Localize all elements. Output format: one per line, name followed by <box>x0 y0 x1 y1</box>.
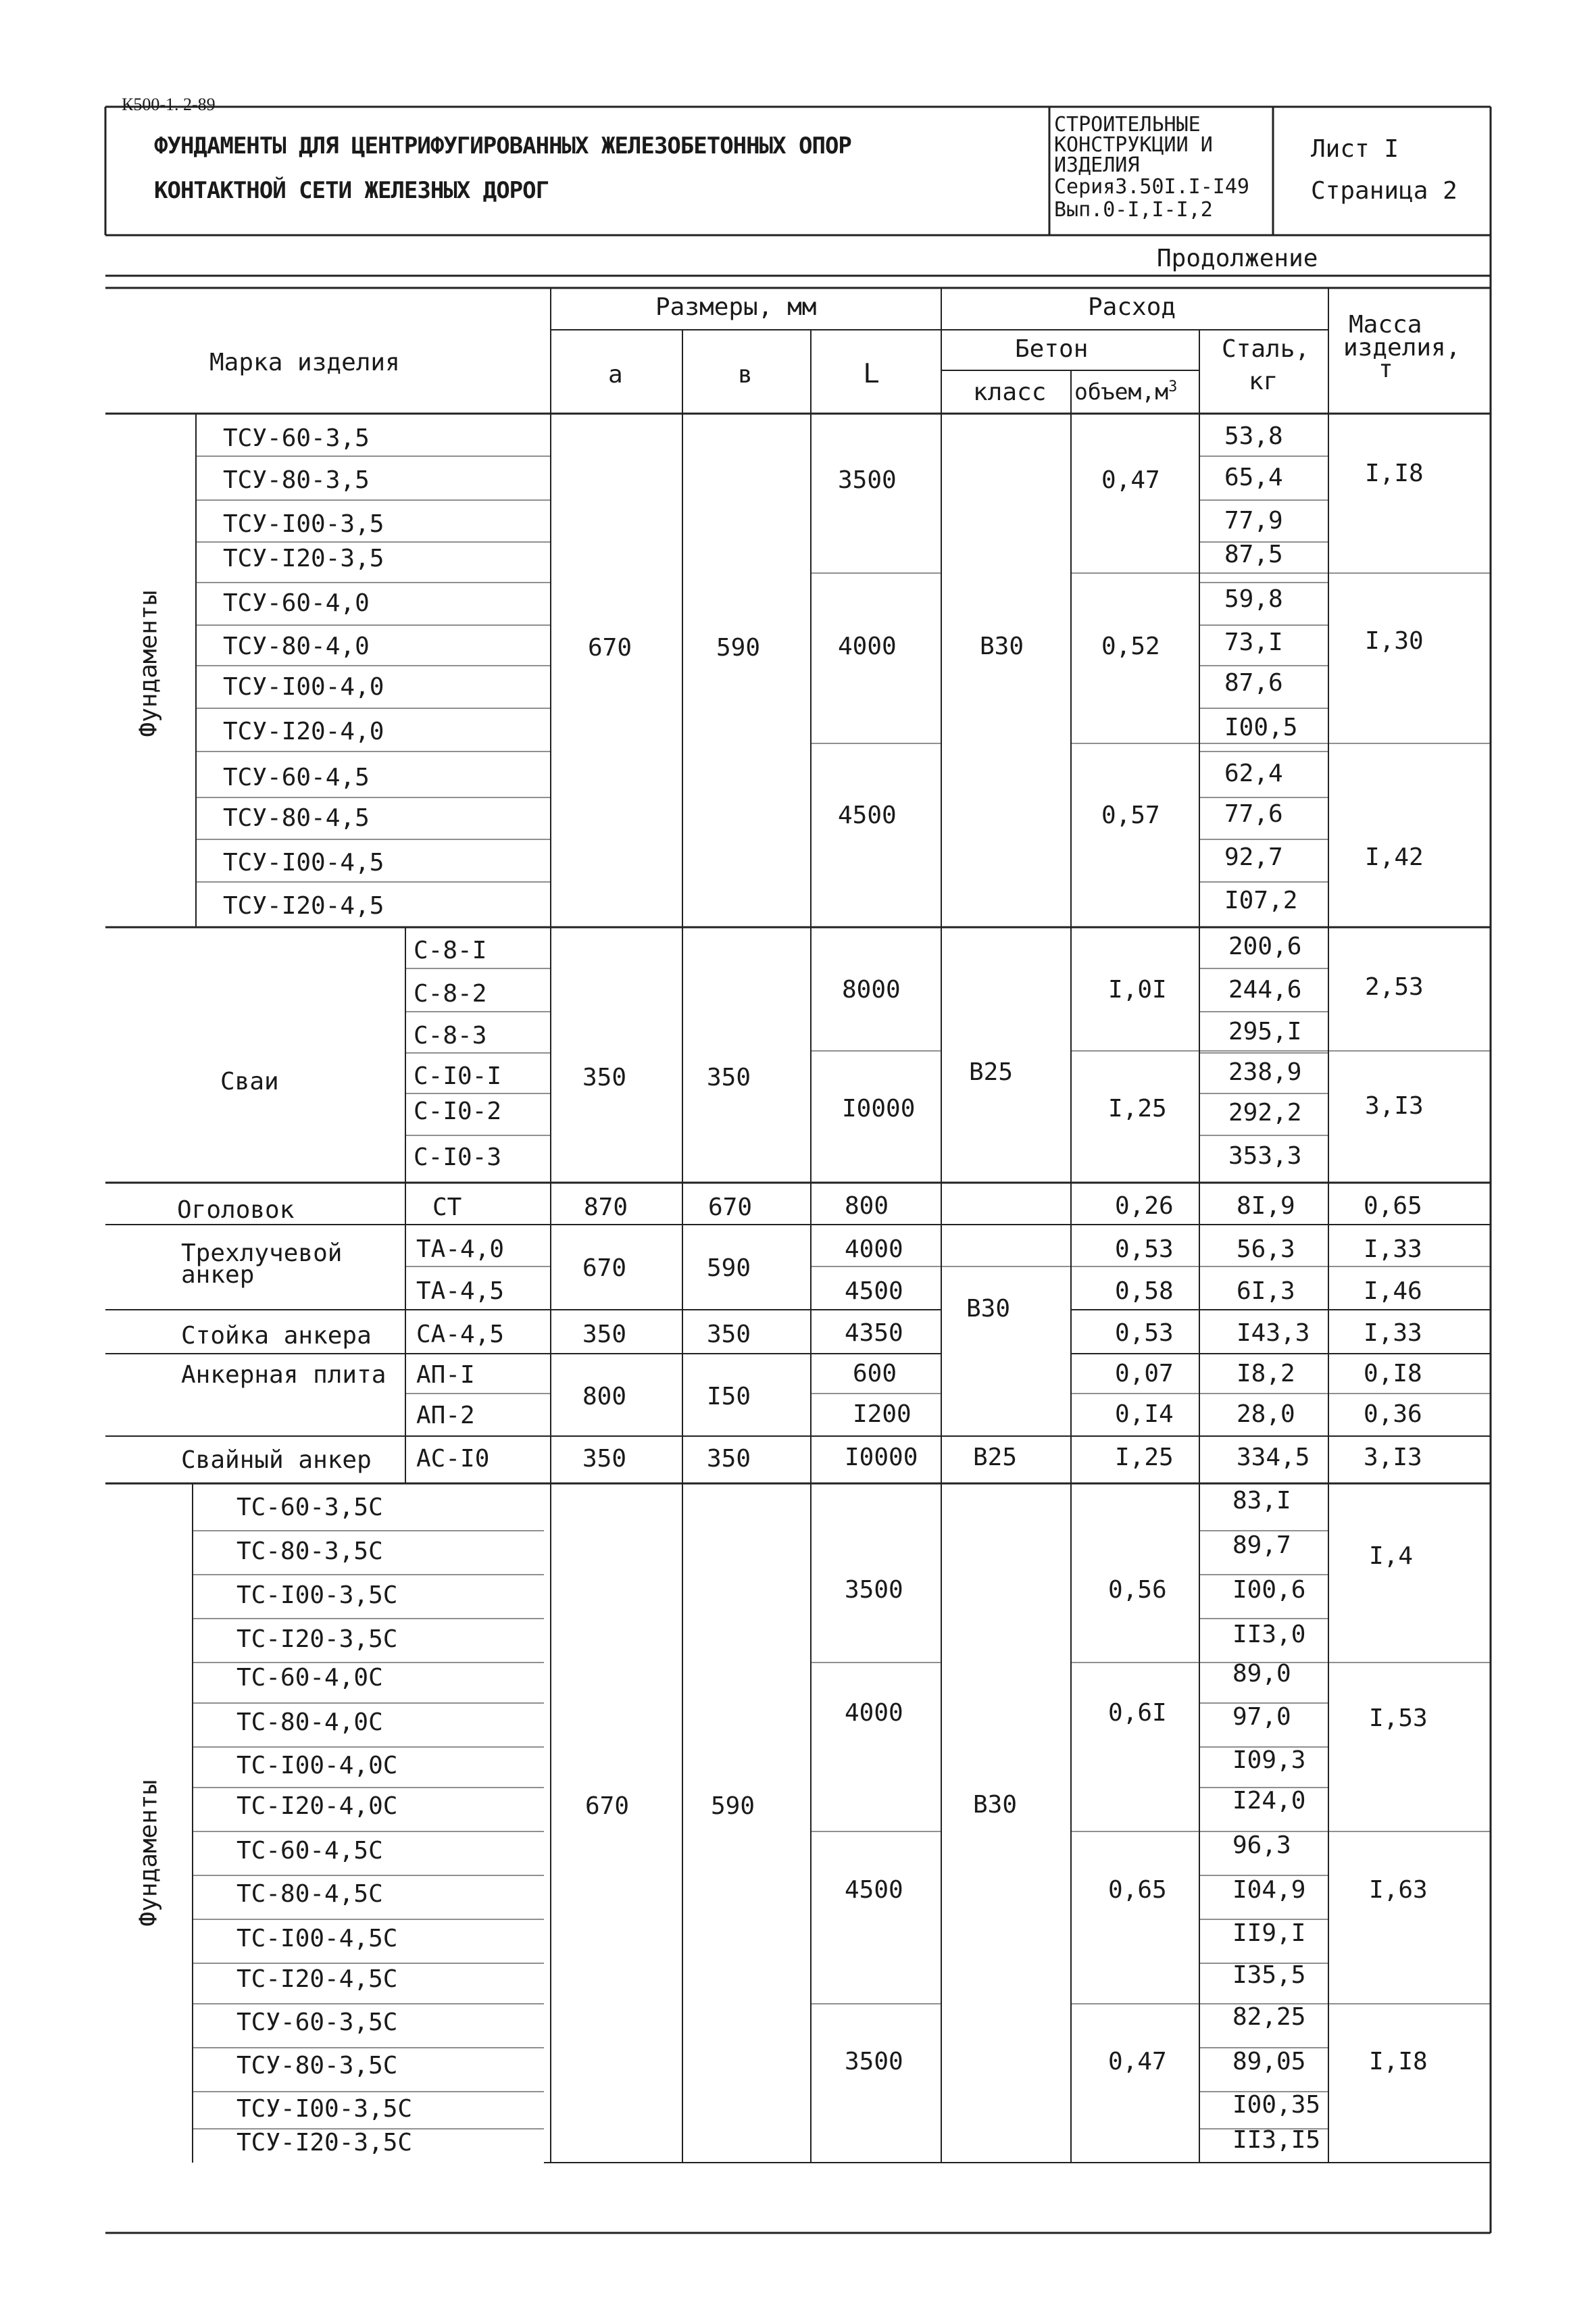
s3-volume-7: I,25 <box>1115 1444 1174 1471</box>
header-volume: $объем,м^3$ <box>1074 378 1178 405</box>
s1-L-1: 3500 <box>838 466 897 494</box>
header-steel-unit: кг <box>1249 368 1278 395</box>
s4-steel-12: I35,5 <box>1232 1961 1306 1989</box>
s3-mass-5: 0,I8 <box>1364 1360 1422 1387</box>
s3-mark-1: СТ <box>432 1193 462 1221</box>
s2-mark-5: С-I0-2 <box>414 1098 502 1125</box>
s2-L-2: I0000 <box>842 1095 916 1123</box>
s2-steel-5: 292,2 <box>1228 1099 1302 1127</box>
s1-mark-6: ТСУ-80-4,0 <box>223 633 370 660</box>
s4-mark-15: ТСУ-I00-3,5С <box>236 2095 413 2123</box>
s4-steel-8: I24,0 <box>1232 1787 1306 1815</box>
s3-L-3: 4500 <box>845 1277 903 1305</box>
s3-mass-3: I,46 <box>1364 1277 1422 1305</box>
title-line-2: КОНТАКТНОЙ СЕТИ ЖЕЛЕЗНЫХ ДОРОГ <box>154 177 549 204</box>
s1-mark-3: ТСУ-I00-3,5 <box>223 510 384 538</box>
s3-L-7: I0000 <box>845 1444 918 1471</box>
header-class: класс <box>973 378 1047 406</box>
s1-steel-1: 53,8 <box>1224 422 1283 450</box>
s3-name-head: Оголовок <box>177 1196 295 1224</box>
s3-plate-b: I50 <box>707 1383 751 1410</box>
s1-steel-6: 73,I <box>1224 629 1283 656</box>
s1-mass-2: I,30 <box>1365 627 1424 655</box>
s4-a: 670 <box>585 1792 630 1820</box>
s4-mark-14: ТСУ-80-3,5С <box>236 2052 398 2079</box>
s4-mass-1: I,4 <box>1369 1542 1414 1570</box>
s4-mark-13: ТСУ-60-3,5С <box>236 2009 398 2036</box>
s1-steel-12: I07,2 <box>1224 887 1298 914</box>
s1-mark-10: ТСУ-80-4,5 <box>223 804 370 832</box>
s3-steel-5: I8,2 <box>1237 1360 1295 1387</box>
sheet-number: Лист I <box>1311 135 1399 163</box>
s4-mark-4: ТС-I20-3,5С <box>236 1625 398 1653</box>
s3-b-1: 670 <box>708 1193 753 1221</box>
header-L: L <box>864 357 880 389</box>
header-b: в <box>738 361 753 389</box>
s3-volume-2: 0,53 <box>1115 1235 1174 1263</box>
s2-mass-2: 3,I3 <box>1365 1092 1424 1120</box>
s3-mark-5: АП-I <box>416 1361 475 1389</box>
s3-name-pile-anchor: Свайный анкер <box>181 1446 372 1474</box>
s4-mark-16: ТСУ-I20-3,5С <box>236 2129 413 2157</box>
s4-steel-3: I00,6 <box>1232 1576 1306 1604</box>
s3-anchor-name-2: анкер <box>181 1261 255 1289</box>
s3-anchor-a: 670 <box>582 1254 627 1282</box>
s3-mass-1: 0,65 <box>1364 1192 1422 1220</box>
s1-b: 590 <box>716 634 761 662</box>
s3-b-4: 350 <box>707 1321 751 1348</box>
header-steel: Сталь, <box>1222 335 1310 363</box>
s3-volume-3: 0,58 <box>1115 1277 1174 1305</box>
s2-mark-6: С-I0-3 <box>414 1143 502 1171</box>
s1-class: В30 <box>980 633 1024 660</box>
header-a: а <box>608 361 623 389</box>
s3-mark-6: АП-2 <box>416 1402 475 1429</box>
s1-mark-11: ТСУ-I00-4,5 <box>223 849 384 877</box>
s4-steel-10: I04,9 <box>1232 1876 1306 1904</box>
s1-steel-8: I00,5 <box>1224 714 1298 741</box>
s3-steel-1: 8I,9 <box>1237 1192 1295 1220</box>
s4-steel-16: II3,I5 <box>1232 2126 1321 2154</box>
s2-b: 350 <box>707 1064 751 1091</box>
s1-mark-12: ТСУ-I20-4,5 <box>223 892 384 920</box>
s3-class-7: В25 <box>973 1444 1018 1471</box>
s1-a: 670 <box>588 634 632 662</box>
s3-mass-4: I,33 <box>1364 1319 1422 1347</box>
s4-mark-12: ТС-I20-4,5С <box>236 1965 398 1993</box>
s4-steel-6: 97,0 <box>1232 1703 1291 1731</box>
s3-L-6: I200 <box>853 1400 912 1428</box>
group-label-foundations-1: Фундаменты <box>134 590 163 737</box>
s2-L-1: 8000 <box>842 976 901 1004</box>
s4-mark-8: ТС-I20-4,0С <box>236 1792 398 1820</box>
s3-mark-7: АС-I0 <box>416 1445 490 1473</box>
s2-volume-2: I,25 <box>1108 1095 1167 1123</box>
s3-anchor-b: 590 <box>707 1254 751 1282</box>
s4-volume-1: 0,56 <box>1108 1576 1167 1604</box>
s3-L-1: 800 <box>845 1192 889 1220</box>
series-box-line-2: КОНСТРУКЦИИ И <box>1054 133 1213 157</box>
s3-a-4: 350 <box>582 1321 627 1348</box>
s3-steel-3: 6I,3 <box>1237 1277 1295 1305</box>
s2-steel-3: 295,I <box>1228 1018 1302 1045</box>
s3-steel-7: 334,5 <box>1237 1444 1310 1471</box>
s4-steel-1: 83,I <box>1232 1487 1291 1515</box>
s1-L-3: 4500 <box>838 802 897 829</box>
s3-mark-4: СА-4,5 <box>416 1321 505 1348</box>
s4-mark-11: ТС-I00-4,5С <box>236 1925 398 1952</box>
s4-mark-3: ТС-I00-3,5С <box>236 1581 398 1609</box>
s1-steel-3: 77,9 <box>1224 507 1283 535</box>
s3-steel-4: I43,3 <box>1237 1319 1310 1347</box>
document-code: К500-1. 2-89 <box>122 95 216 114</box>
s1-mark-9: ТСУ-60-4,5 <box>223 764 370 791</box>
s2-a: 350 <box>582 1064 627 1091</box>
s3-L-4: 4350 <box>845 1319 903 1347</box>
s3-steel-2: 56,3 <box>1237 1235 1295 1263</box>
s4-mark-6: ТС-80-4,0С <box>236 1708 383 1736</box>
s3-L-5: 600 <box>853 1360 897 1387</box>
s3-volume-4: 0,53 <box>1115 1319 1174 1347</box>
s1-mark-8: ТСУ-I20-4,0 <box>223 718 384 745</box>
s3-b-7: 350 <box>707 1445 751 1473</box>
s3-anchor-name-1: Трехлучевой <box>181 1239 343 1267</box>
s4-steel-13: 82,25 <box>1232 2003 1306 2031</box>
s2-mass-1: 2,53 <box>1365 973 1424 1001</box>
s1-steel-4: 87,5 <box>1224 541 1283 568</box>
s1-volume-2: 0,52 <box>1101 633 1160 660</box>
s4-steel-2: 89,7 <box>1232 1531 1291 1559</box>
s2-mark-3: С-8-3 <box>414 1022 487 1050</box>
header-mark: Марка изделия <box>209 349 400 376</box>
s1-mass-3: I,42 <box>1365 843 1424 871</box>
s1-mark-1: ТСУ-60-3,5 <box>223 424 370 452</box>
s2-mark-2: С-8-2 <box>414 980 487 1008</box>
s4-volume-4: 0,47 <box>1108 2048 1167 2075</box>
s2-steel-1: 200,6 <box>1228 933 1302 960</box>
s4-volume-2: 0,6I <box>1108 1699 1167 1727</box>
s4-L-3: 4500 <box>845 1876 903 1904</box>
s2-mark-4: С-I0-I <box>414 1062 502 1090</box>
s3-mass-2: I,33 <box>1364 1235 1422 1263</box>
header-consumption: Расход <box>1088 293 1176 321</box>
s4-L-4: 3500 <box>845 2048 903 2075</box>
s1-steel-7: 87,6 <box>1224 669 1283 697</box>
s1-steel-11: 92,7 <box>1224 843 1283 871</box>
s3-mark-2: ТА-4,0 <box>416 1235 505 1263</box>
s1-volume-3: 0,57 <box>1101 802 1160 829</box>
s1-mark-2: ТСУ-80-3,5 <box>223 466 370 494</box>
s3-volume-6: 0,I4 <box>1115 1400 1174 1428</box>
series-box-line-5: Вып.0-I,I-I,2 <box>1054 198 1213 222</box>
page-number: Страница 2 <box>1311 177 1457 205</box>
s4-steel-14: 89,05 <box>1232 2048 1306 2075</box>
s1-mark-7: ТСУ-I00-4,0 <box>223 673 384 701</box>
s4-mark-1: ТС-60-3,5С <box>236 1494 383 1521</box>
s3-class: В30 <box>966 1295 1011 1323</box>
s1-L-2: 4000 <box>838 633 897 660</box>
s2-class: В25 <box>969 1058 1014 1086</box>
s3-volume-5: 0,07 <box>1115 1360 1174 1387</box>
s2-steel-2: 244,6 <box>1228 976 1302 1004</box>
s1-mass-1: I,I8 <box>1365 460 1424 487</box>
group-label-piles: Сваи <box>220 1068 279 1096</box>
s1-mark-5: ТСУ-60-4,0 <box>223 589 370 617</box>
s4-b: 590 <box>711 1792 755 1820</box>
s3-L-2: 4000 <box>845 1235 903 1263</box>
s4-volume-3: 0,65 <box>1108 1876 1167 1904</box>
s2-steel-4: 238,9 <box>1228 1058 1302 1086</box>
s4-steel-4: II3,0 <box>1232 1621 1306 1648</box>
s4-mark-2: ТС-80-3,5С <box>236 1537 383 1565</box>
s4-steel-9: 96,3 <box>1232 1831 1291 1859</box>
series-box-line-1: СТРОИТЕЛЬНЫЕ <box>1054 113 1201 137</box>
s1-steel-10: 77,6 <box>1224 800 1283 828</box>
header-mass: Масса <box>1349 311 1422 339</box>
s1-mark-4: ТСУ-I20-3,5 <box>223 545 384 572</box>
s4-mass-4: I,I8 <box>1369 2048 1428 2075</box>
s4-mark-5: ТС-60-4,0С <box>236 1664 383 1692</box>
s2-mark-1: С-8-I <box>414 937 487 964</box>
series-box-line-3: ИЗДЕЛИЯ <box>1054 153 1140 177</box>
s3-mark-3: ТА-4,5 <box>416 1277 505 1305</box>
s4-class: В30 <box>973 1791 1018 1819</box>
s4-steel-11: II9,I <box>1232 1919 1306 1947</box>
s3-a-1: 870 <box>584 1193 628 1221</box>
s3-mass-6: 0,36 <box>1364 1400 1422 1428</box>
s4-L-1: 3500 <box>845 1576 903 1604</box>
series-box-line-4: Серия3.50I.I-I49 <box>1054 175 1249 199</box>
s4-mark-7: ТС-I00-4,0С <box>236 1752 398 1779</box>
s4-mass-3: I,63 <box>1369 1876 1428 1904</box>
s1-steel-2: 65,4 <box>1224 464 1283 491</box>
s2-steel-6: 353,3 <box>1228 1142 1302 1170</box>
s3-steel-6: 28,0 <box>1237 1400 1295 1428</box>
s2-volume-1: I,0I <box>1108 976 1167 1004</box>
s4-mark-9: ТС-60-4,5С <box>236 1837 383 1865</box>
title-line-1: ФУНДАМЕНТЫ ДЛЯ ЦЕНТРИФУГИРОВАННЫХ ЖЕЛЕЗОБЕТОННЫХ ОПОР <box>154 132 851 159</box>
header-mass-2: изделия, <box>1343 334 1461 362</box>
s1-volume-1: 0,47 <box>1101 466 1160 494</box>
header-concrete: Бетон <box>1015 335 1089 363</box>
group-label-foundations-2: Фундаменты <box>134 1779 163 1927</box>
s4-L-2: 4000 <box>845 1699 903 1727</box>
s1-steel-9: 62,4 <box>1224 760 1283 787</box>
s1-steel-5: 59,8 <box>1224 585 1283 613</box>
header-mass-unit: т <box>1378 355 1393 383</box>
s3-name-stand: Стойка анкера <box>181 1322 372 1350</box>
s4-steel-5: 89,0 <box>1232 1660 1291 1688</box>
continuation-label: Продолжение <box>1157 245 1318 272</box>
s3-a-7: 350 <box>582 1445 627 1473</box>
s3-plate-a: 800 <box>582 1383 627 1410</box>
s4-steel-15: I00,35 <box>1232 2091 1321 2119</box>
s3-mass-7: 3,I3 <box>1364 1444 1422 1471</box>
header-sizes: Размеры, мм <box>655 293 817 321</box>
s4-mass-2: I,53 <box>1369 1704 1428 1732</box>
s3-plate-name: Анкерная плита <box>181 1361 386 1389</box>
s4-steel-7: I09,3 <box>1232 1746 1306 1774</box>
s3-volume-1: 0,26 <box>1115 1192 1174 1220</box>
s4-mark-10: ТС-80-4,5С <box>236 1880 383 1908</box>
